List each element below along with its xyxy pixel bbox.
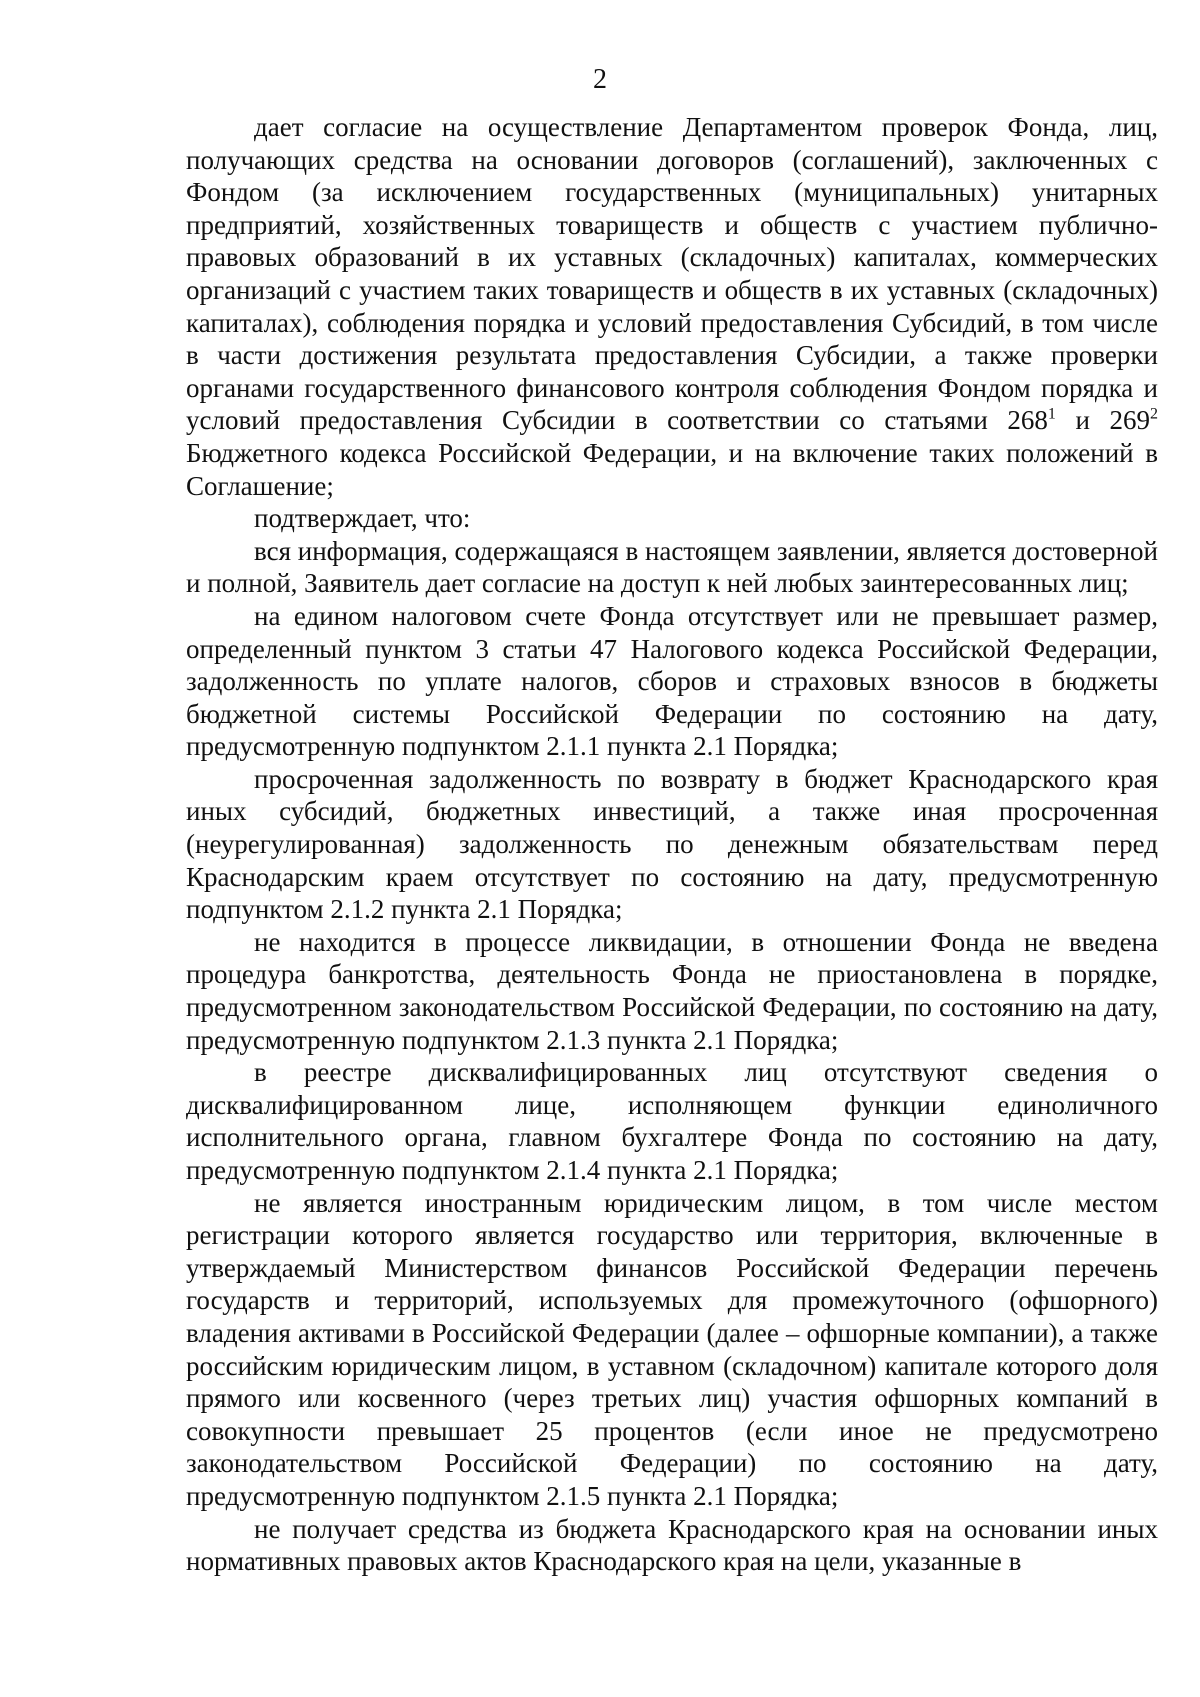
paragraph-consent-to-inspections (186, 111, 1158, 502)
paragraph-disqualified-persons: в реестре дисквалифицированных лиц отсутствуют сведения о дисквалифицированном лице, исполняющем функции единоличного исполнительного органа, главном бухгалтере Фонда по состоянию на дату, предусмотренную подпунктом 2.1.4 пункта 2.1 Порядка; (186, 1057, 1158, 1185)
paragraph-text: дает согласие на осуществление Департаментом проверок Фонда, лиц, получающих средства на основании договоров (соглашений), заключенных с Фондом (за исключением государственных (муниципальных) унитарных предприятий, хозяйственных товариществ и обществ с участием публично-правовых образований в их уставных (складочных) капиталах, коммерческих организаций с участием таких товариществ и обществ в их уставных (складочных) капиталах), соблюдения порядка и условий предоставления Субсидий, в том числе в части достижения результата предоставления Субсидии, а также проверки органами государственного финансового контроля соблюдения Фондом порядка и условий предоставления Субсидии в соответствии со статьями 268 (186, 112, 1158, 436)
paragraph-text: и 269 (1055, 405, 1150, 436)
page-number: 2 (593, 64, 607, 95)
paragraph-overdue-debt: просроченная задолженность по возврату в бюджет Краснодарского края иных субсидий, бюджетных инвестиций, а также иная просроченная (неурегулированная) задолженность по денежным обязательствам перед Краснодарским краем отсутствует по состоянию на дату, предусмотренную подпунктом 2.1.2 пункта 2.1 Порядка; (186, 763, 1158, 925)
paragraph-confirms: подтверждает, что: (254, 503, 471, 534)
paragraph-offshore-status: не является иностранным юридическим лицом, в том числе местом регистрации которого является государство или территория, включенные в утверждаемый Министерством финансов Российской Федерации перечень государств и территорий, используемых для промежуточного (офшорного) владения активами в Российской Федерации (далее – офшорные компании), а также российским юридическим лицом, в уставном (складочном) капитале которого доля прямого или косвенного (через третьих лиц) участия офшорных компаний в совокупности превышает 25 процентов (если иное не предусмотрено законодательством Российской Федерации) по состоянию на дату, предусмотренную подпунктом 2.1.5 пункта 2.1 Порядка; (186, 1187, 1158, 1511)
superscript: 1 (1047, 405, 1056, 423)
superscript: 2 (1150, 405, 1158, 423)
paragraph-no-other-funds: не получает средства из бюджета Краснодарского края на основании иных нормативных правовых актов Краснодарского края на цели, указанные в (186, 1513, 1158, 1577)
paragraph-text: Бюджетного кодекса Российской Федерации, и на включение таких положений в Соглашение; (186, 437, 1158, 501)
paragraph-tax-debt: на едином налоговом счете Фонда отсутствует или не превышает размер, определенный пунктом 3 статьи 47 Налогового кодекса Российской Федерации, задолженность по уплате налогов, сборов и страховых взносов в бюджеты бюджетной системы Российской Федерации по состоянию на дату, предусмотренную подпунктом 2.1.1 пункта 2.1 Порядка; (186, 600, 1158, 762)
document-body (186, 111, 1158, 1578)
paragraph-no-liquidation: не находится в процессе ликвидации, в отношении Фонда не введена процедура банкротства, деятельность Фонда не приостановлена в порядке, предусмотренном законодательством Российской Федерации, по состоянию на дату, предусмотренную подпунктом 2.1.3 пункта 2.1 Порядка; (186, 926, 1158, 1055)
paragraph-information-reliable: вся информация, содержащаяся в настоящем заявлении, является достоверной и полной, Заявитель дает согласие на доступ к ней любых заинтересованных лиц; (186, 535, 1158, 599)
